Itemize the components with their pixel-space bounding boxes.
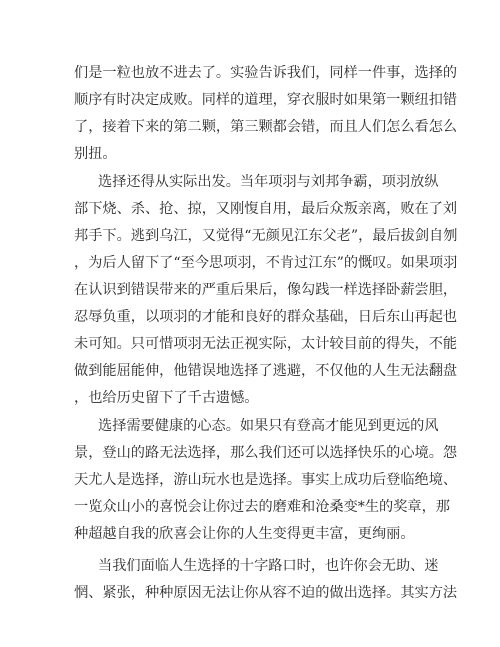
text-line: 做到能屈能伸，他错误地选择了逃避，不仅他的人生无法翻盘 bbox=[74, 363, 458, 379]
text-line: 惘、紧张，种种原因无法让你从容不迫的做出选择。其实方法 bbox=[74, 585, 458, 601]
text-line: 天尤人是选择，游山玩水也是选择。事实上成功后登临绝境、 bbox=[74, 472, 458, 488]
text-line: 景，登山的路无法选择，那么我们还可以选择快乐的心境。怨 bbox=[74, 445, 458, 461]
text-line: ，也给历史留下了千古遗憾。 bbox=[74, 390, 259, 406]
text-line: 们是一粒也放不进去了。实验告诉我们，同样一件事，选择的 bbox=[74, 65, 458, 81]
paragraph-first-line: 选择需要健康的心态。如果只有登高才能见到更远的风 bbox=[98, 418, 439, 434]
text-line: 顺序有时决定成败。同样的道理，穿衣服时如果第一颗纽扣错 bbox=[74, 92, 458, 108]
text-line: 别扭。 bbox=[74, 146, 117, 162]
text-line: 邦手下。逃到乌江，又觉得“无颜见江东父老”，最后拔剑自刎 bbox=[74, 228, 458, 244]
paragraph-first-line: 选择还得从实际出发。当年项羽与刘邦争霸，项羽放纵 bbox=[98, 174, 439, 190]
text-line: 一览众山小的喜悦会让你过去的磨难和沧桑变*生的奖章，那 bbox=[74, 499, 450, 515]
text-line: 在认识到错误带来的严重后果后，像勾践一样选择卧薪尝胆， bbox=[74, 282, 458, 298]
text-line: 了，接着下来的第二颗，第三颗都会错，而且人们怎么看怎么 bbox=[74, 119, 458, 135]
paragraph-first-line: 当我们面临人生选择的十字路口时，也许你会无助、迷 bbox=[98, 558, 439, 574]
text-line: 忍辱负重，以项羽的才能和良好的群众基础，日后东山再起也 bbox=[74, 309, 458, 325]
text-line: 部下烧、杀、抢、掠，又刚愎自用，最后众叛亲离，败在了刘 bbox=[74, 201, 458, 217]
text-line: 未可知。只可惜项羽无法正视实际，太计较目前的得失，不能 bbox=[74, 336, 458, 352]
text-line: 种超越自我的欣喜会让你的人生变得更丰富，更绚丽。 bbox=[74, 526, 415, 542]
text-line: ，为后人留下了“至今思项羽，不肯过江东”的慨叹。如果项羽 bbox=[74, 255, 458, 271]
